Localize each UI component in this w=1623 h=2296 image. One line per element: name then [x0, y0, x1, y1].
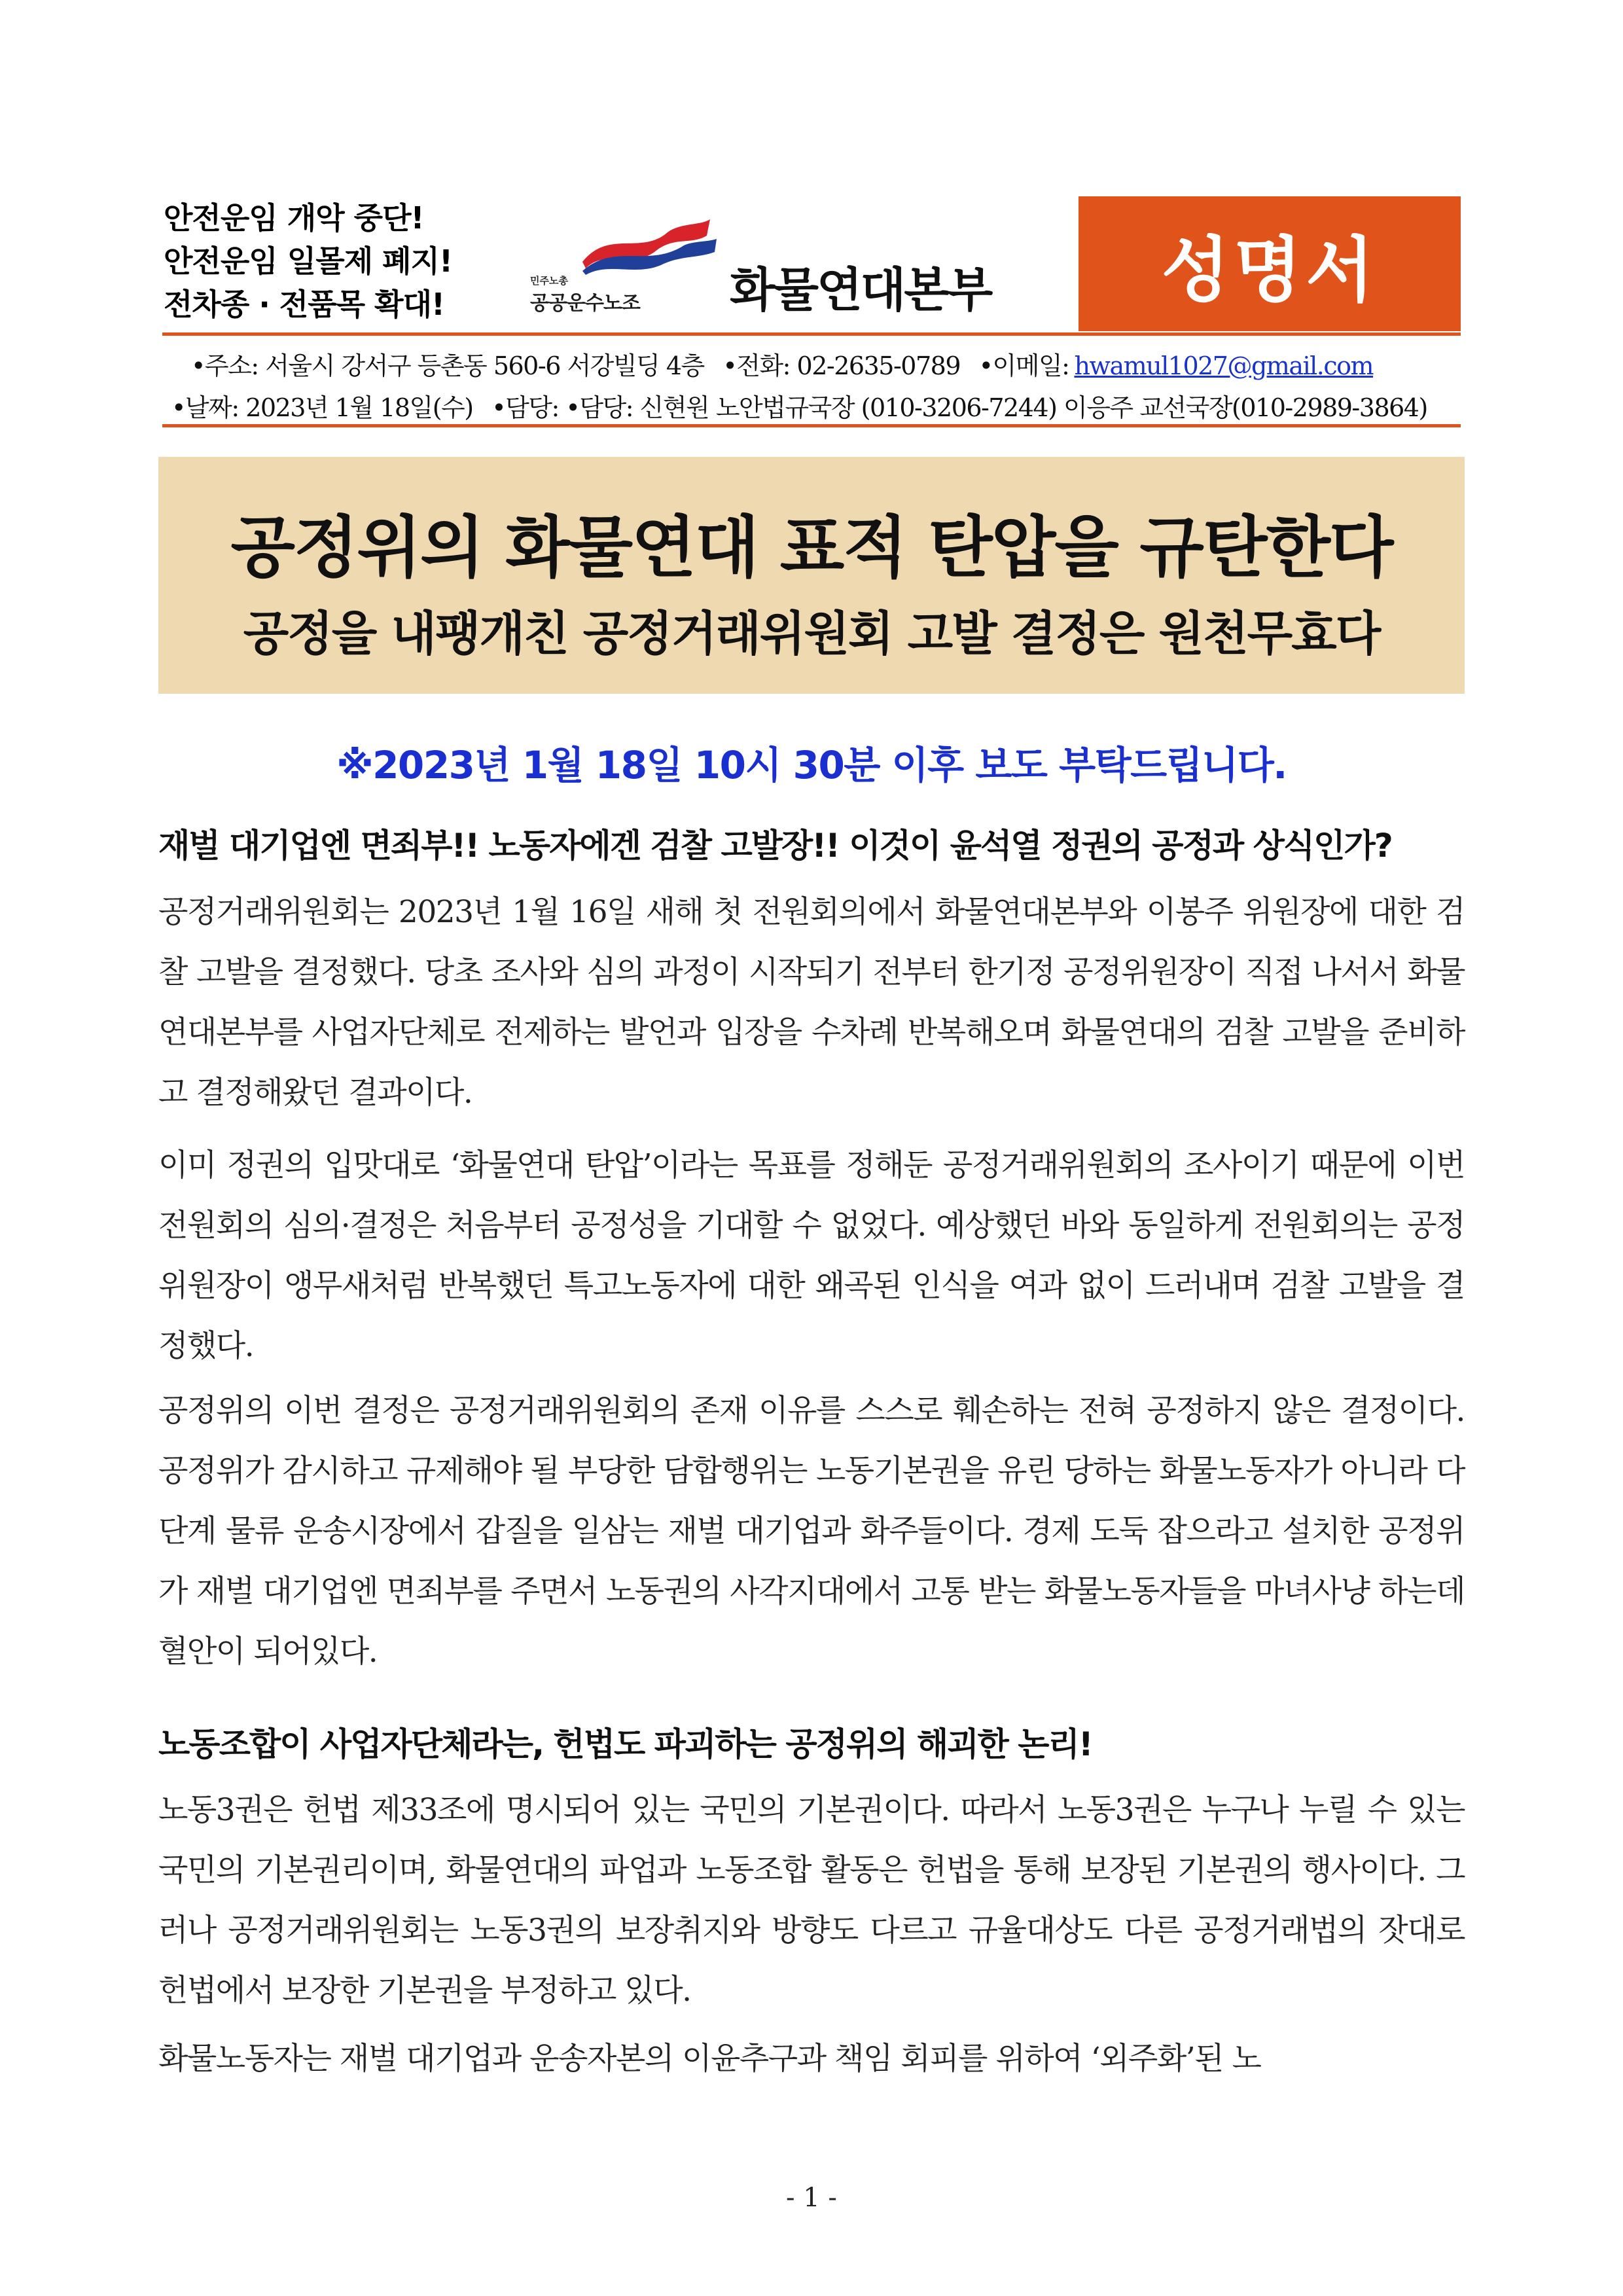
union-logo	[524, 216, 720, 314]
org-name: 화물연대본부	[730, 262, 991, 317]
body-paragraph: 화물노동자는 재벌 대기업과 운송자본의 이윤추구과 책임 회피를 위하여 ‘외주화’된 노	[158, 2041, 1261, 2077]
body-paragraph: 노동3권은 헌법 제33조에 명시되어 있는 국민의 기본권이다. 따라서 노동3권은 누구나 누릴 수 있는 국민의 기본권리이며, 화물연대의 파업과 노동조합 활동은 헌법을 통해 보장된 기본권의 행사이다. 그러나 공정거래위원회는 노동3권의 보장취지와 방향도 다르고 규율대상도 다른 공정거래법의 잣대로 헌법에서 보장한 기본권을 부정하고 있다.	[158, 1792, 1465, 2009]
date-text: •날짜: 2023년 1월 18일(수)	[171, 393, 473, 422]
main-title: 공정위의 화물연대 표적 탄압을 규탄한다	[230, 509, 1393, 587]
statement-badge	[1079, 196, 1461, 331]
email-label: •이메일:	[978, 351, 1069, 380]
page-number: - 1 -	[786, 2183, 837, 2213]
header-divider-bottom	[162, 424, 1461, 427]
union-name: 공공운수노조	[530, 292, 640, 315]
section-heading: 재벌 대기업엔 면죄부!! 노동자에겐 검찰 고발장!! 이것이 윤석열 정권의 공정과 상식인가?	[158, 827, 1392, 865]
address-text: •주소: 서울시 강서구 등촌동 560-6 서강빌딩 4층	[191, 351, 704, 380]
body-paragraph: 공정거래위원회는 2023년 1월 16일 새해 첫 전원회의에서 화물연대본부와 이봉주 위원장에 대한 검찰 고발을 결정했다. 당초 조사와 심의 과정이 시작되기 전부터 한기정 공정위원장이 직접 나서서 화물연대본부를 사업자단체로 전제하는 발언과 입장을 수차례 반복해오며 화물연대의 검찰 고발을 준비하고 결정해왔던 결과이다.	[158, 894, 1465, 1111]
slogan-block	[164, 196, 504, 326]
body-paragraph: 이미 정권의 입맛대로 ‘화물연대 탄압’이라는 목표를 정해둔 공정거래위원회의 조사이기 때문에 이번 전원회의 심의·결정은 처음부터 공정성을 기대할 수 없었다. 예상했던 바와 동일하게 전원회의는 공정위원장이 앵무새처럼 반복했던 특고노동자에 대한 왜곡된 인식을 여과 없이 드러내며 검찰 고발을 결정했다.	[158, 1147, 1465, 1364]
sub-title: 공정을 내팽개친 공정거래위원회 고발 결정은 원천무효다	[243, 606, 1380, 661]
body-paragraph: 공정위의 이번 결정은 공정거래위원회의 존재 이유를 스스로 훼손하는 전혀 공정하지 않은 결정이다. 공정위가 감시하고 규제해야 될 부당한 담합행위는 노동기본권을 유린 당하는 화물노동자가 아니라 다단계 물류 운송시장에서 갑질을 일삼는 재벌 대기업과 화주들이다. 경제 도둑 잡으라고 설치한 공정위가 재벌 대기업엔 면죄부를 주면서 노동권의 사각지대에서 고통 받는 화물노동자들을 마녀사냥 하는데 혈안이 되어있다.	[158, 1393, 1465, 1670]
title-box	[158, 457, 1465, 694]
contact-person-text: •담당: •담당: 신현원 노안법규국장 (010-3206-7244) 이응주 교선국장(010-2989-3864)	[491, 393, 1427, 422]
slogan-line: 전차종 · 전품목 확대!	[164, 287, 444, 322]
embargo-notice: ※2023년 1월 18일 10시 30분 이후 보도 부탁드립니다.	[336, 743, 1287, 787]
contact-line-1	[191, 346, 1487, 382]
slogan-line: 안전운임 일몰제 폐지!	[164, 243, 452, 279]
header-divider-top	[162, 332, 1461, 336]
email-link[interactable]: hwamul1027@gmail.com	[1074, 351, 1374, 380]
union-prefix: 민주노총	[530, 275, 568, 287]
contact-line-2	[171, 387, 1467, 423]
phone-text: •전화: 02-2635-0789	[722, 351, 961, 380]
slogan-line: 안전운임 개악 중단!	[164, 200, 424, 236]
flag-wave-icon	[569, 216, 720, 275]
section-heading: 노동조합이 사업자단체라는, 헌법도 파괴하는 공정위의 해괴한 논리!	[158, 1725, 1092, 1763]
doc-type-label: 성명서	[1161, 229, 1378, 312]
